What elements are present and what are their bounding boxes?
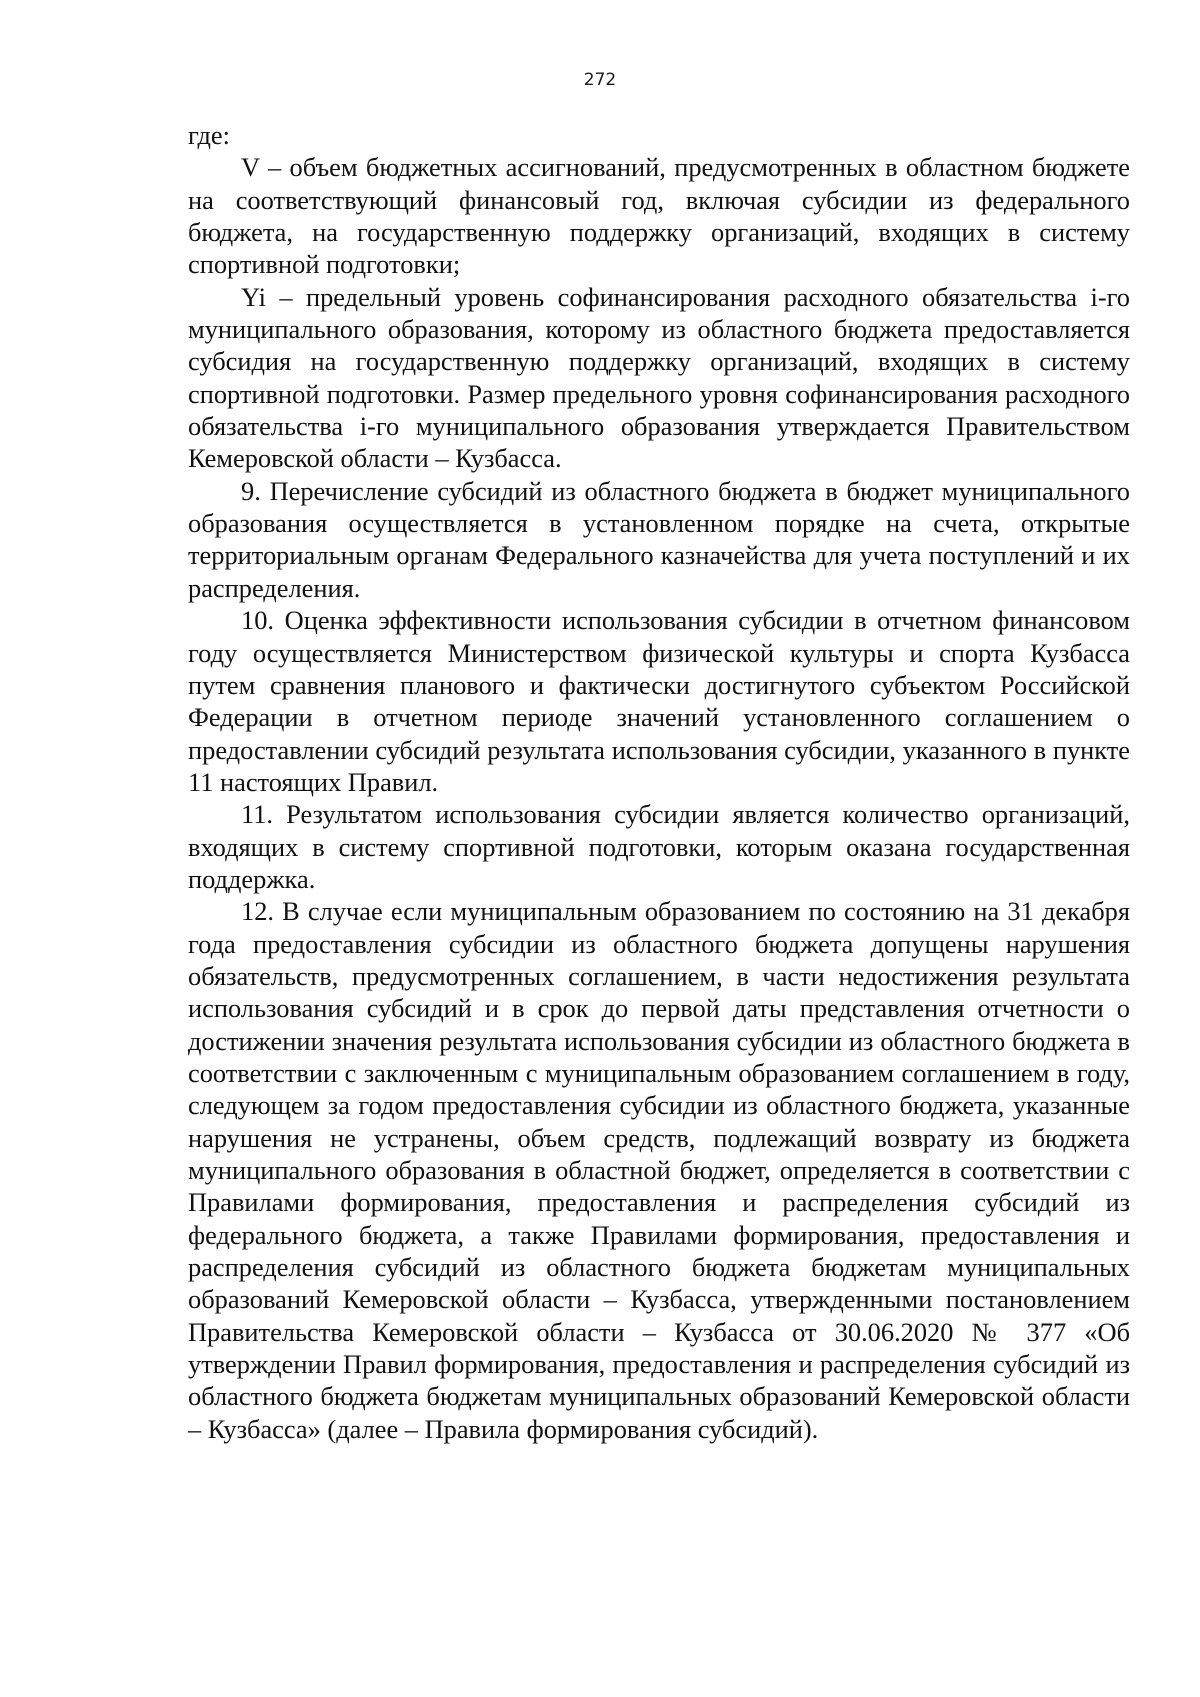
paragraph-v-definition: V – объем бюджетных ассигнований, предусмотренных в областном бюджете на соответствующий финансовый год, включая субсидии из федерального бюджета, на государственную поддержку организаций, входящих в систему спортивной подготовки;: [188, 152, 1130, 280]
paragraph-where: где:: [188, 120, 230, 150]
paragraph-item-9: 9. Перечисление субсидий из областного бюджета в бюджет муниципального образования осуществляется в установленном порядке на счета, открытые территориальным органам Федерального казначейства для учета поступлений и их распределения.: [188, 475, 1130, 603]
document-body: [188, 119, 1130, 1445]
page-number: 272: [583, 70, 617, 90]
paragraph-item-12: 12. В случае если муниципальным образованием по состоянию на 31 декабря года предоставления субсидии из областного бюджета допущены нарушения обязательств, предусмотренных соглашением, в части недостижения результата использования субсидий и в срок до первой даты представления отчетности о достижении значения результата использования субсидии из областного бюджета в соответствии с заключенным с муниципальным образованием соглашением в году, следующем за годом предоставления субсидии из областного бюджета, указанные нарушения не устранены, объем средств, подлежащий возврату из бюджета муниципального образования в областной бюджет, определяется в соответствии с Правилами формирования, предоставления и распределения субсидий из федерального бюджета, а также Правилами формирования, предоставления и распределения субсидий из областного бюджета бюджетам муниципальных образований Кемеровской области – Кузбасса, утвержденными постановлением Правительства Кемеровской области – Кузбасса от 30.06.2020 № 377 «Об утверждении Правил формирования, предоставления и распределения субсидий из областного бюджета бюджетам муниципальных образований Кемеровской области – Кузбасса» (далее – Правила формирования субсидий).: [188, 896, 1130, 1444]
paragraph-item-11: 11. Результатом использования субсидии является количество организаций, входящих в систему спортивной подготовки, которым оказана государственная поддержка.: [188, 799, 1130, 894]
paragraph-item-10: 10. Оценка эффективности использования субсидии в отчетном финансовом году осуществляется Министерством физической культуры и спорта Кузбасса путем сравнения планового и фактически достигнутого субъектом Российской Федерации в отчетном периоде значений установленного соглашением о предоставлении субсидий результата использования субсидии, указанного в пункте 11 настоящих Правил.: [188, 605, 1130, 797]
paragraph-yi-definition: Yi – предельный уровень софинансирования расходного обязательства i-го муниципального образования, которому из областного бюджета предоставляется субсидия на государственную поддержку организаций, входящих в систему спортивной подготовки. Размер предельного уровня софинансирования расходного обязательства i-го муниципального образования утверждается Правительством Кемеровской области – Кузбасса.: [188, 281, 1130, 474]
